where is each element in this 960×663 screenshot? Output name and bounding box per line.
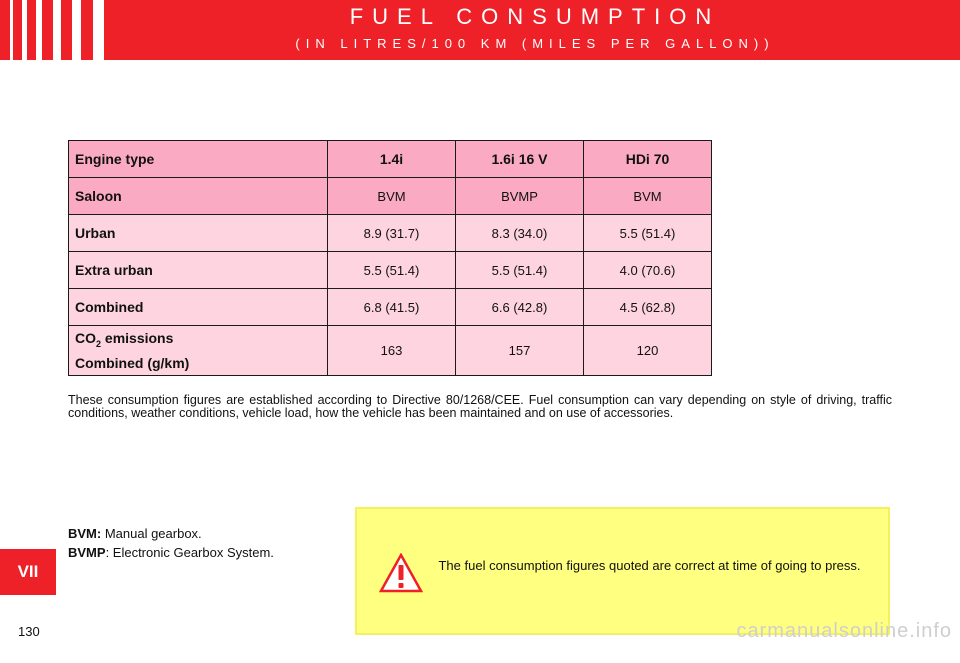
table-cell: 5.5 (51.4) [456, 252, 584, 289]
consumption-note-paragraph: These consumption figures are established according to Directive 80/1268/CEE. Fuel consumption can vary depending on style of driving, traffic conditions, weather conditions, vehicle load, how the vehicle has been maintained and on use of accessories. [68, 393, 892, 420]
watermark: carmanualsonline.info [736, 620, 952, 642]
definition-term: BVM: [68, 526, 102, 541]
page-number: 130 [18, 624, 40, 639]
table-cell: BVMP [456, 178, 584, 215]
section-tab: VII [0, 549, 56, 595]
column-header: 1.4i [328, 141, 456, 178]
header-stripe [53, 0, 61, 60]
definition-text: : Electronic Gearbox System. [105, 545, 274, 560]
warning-note-box [355, 507, 890, 635]
table-row [69, 252, 712, 289]
table-header-row [69, 141, 712, 178]
table-cell: 5.5 (51.4) [328, 252, 456, 289]
co2-prefix: CO [75, 329, 96, 346]
row-label: Urban [69, 215, 328, 252]
page-header [0, 0, 960, 60]
column-header: 1.6i 16 V [456, 141, 584, 178]
page-title: FUEL CONSUMPTION [349, 4, 721, 29]
table-cell: 4.5 (62.8) [584, 289, 712, 326]
definition-item [68, 543, 274, 562]
header-stripe [36, 0, 42, 60]
table-cell: 6.8 (41.5) [328, 289, 456, 326]
definition-item [68, 524, 274, 543]
table-row [69, 289, 712, 326]
table-cell: 8.3 (34.0) [456, 215, 584, 252]
table-row [69, 178, 712, 215]
row-label: Extra urban [69, 252, 328, 289]
definitions-list [68, 524, 274, 562]
definition-text: Manual gearbox. [101, 526, 202, 541]
fuel-consumption-table [68, 140, 712, 376]
table-cell: 8.9 (31.7) [328, 215, 456, 252]
table-cell: 6.6 (42.8) [456, 289, 584, 326]
table-cell: BVM [584, 178, 712, 215]
row-label: Combined [69, 289, 328, 326]
table-cell: 157 [456, 326, 584, 376]
table-cell: 5.5 (51.4) [584, 215, 712, 252]
header-stripe [93, 0, 104, 60]
page-subtitle: (IN LITRES/100 KM (MILES PER GALLON)) [295, 36, 775, 51]
co2-subscript: 2 [96, 338, 102, 349]
co2-label [75, 330, 321, 349]
column-header: HDi 70 [584, 141, 712, 178]
table-row [69, 326, 712, 376]
definition-term: BVMP [68, 545, 106, 560]
table-cell: 120 [584, 326, 712, 376]
header-stripe [22, 0, 27, 60]
co2-suffix: emissions [101, 329, 174, 346]
row-label [69, 326, 328, 376]
warning-note-text: The fuel consumption figures quoted are correct at time of going to press. [438, 558, 861, 573]
warning-icon [379, 553, 423, 593]
table-row [69, 215, 712, 252]
row-label: Saloon [69, 178, 328, 215]
table-cell: 4.0 (70.6) [584, 252, 712, 289]
header-stripe [10, 0, 13, 60]
co2-label-line2: Combined (g/km) [75, 355, 190, 372]
header-stripe [72, 0, 81, 60]
table-cell: BVM [328, 178, 456, 215]
table-cell: 163 [328, 326, 456, 376]
column-header: Engine type [69, 141, 328, 178]
